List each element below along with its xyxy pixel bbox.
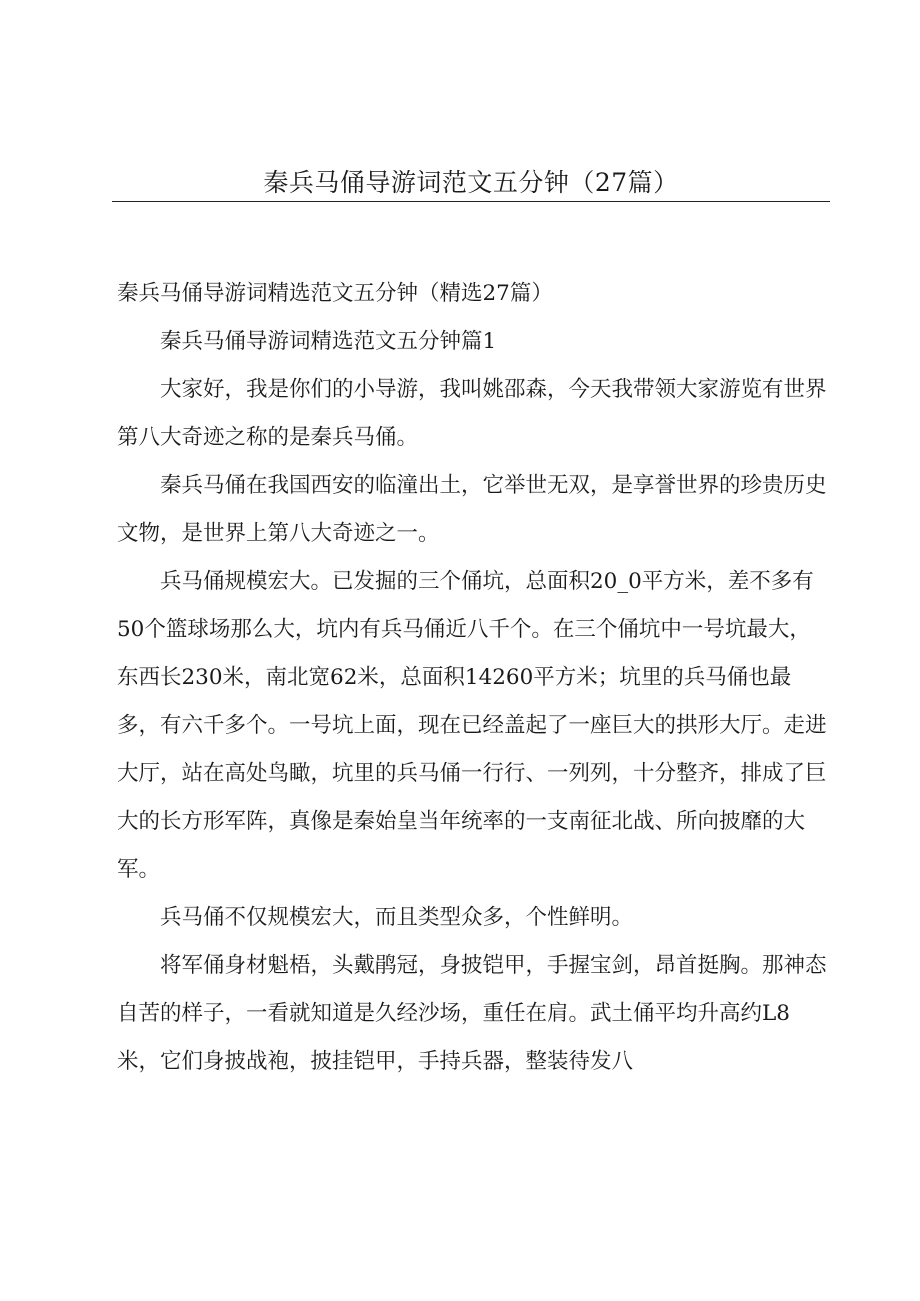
document-subtitle: 秦兵马俑导游词精选范文五分钟（精选27篇） xyxy=(117,281,553,306)
paragraph: 秦兵马俑在我国西安的临潼出土，它举世无双，是享誉世界的珍贵历史文物，是世界上第八大奇迹之一。 xyxy=(117,473,827,546)
paragraph: 大家好，我是你们的小导游，我叫姚邵森，今天我带领大家游览有世界第八大奇迹之称的是秦兵马俑。 xyxy=(117,377,827,450)
paragraph: 兵马俑不仅规模宏大，而且类型众多，个性鲜明。 xyxy=(160,905,634,930)
document-title: 秦兵马俑导游词范文五分钟（27篇） xyxy=(263,168,679,197)
paragraph: 兵马俑规模宏大。已发掘的三个俑坑，总面积20_0平方米，差不多有50个篮球场那么大，坑内有兵马俑近八千个。在三个俑坑中一号坑最大，东西长230米，南北宽62米，总面积14260平方米；坑里的兵马俑也最多，有六千多个。一号坑上面，现在已经盖起了一座巨大的拱形大厅。走进大厅，站在高处鸟瞰，坑里的兵马俑一行行、一列列，十分整齐，排成了巨大的长方形军阵，真像是秦始皇当年统率的一支南征北战、所向披靡的大军。 xyxy=(117,569,827,882)
paragraph: 将军俑身材魁梧，头戴鹃冠，身披铠甲，手握宝剑，昂首挺胸。那神态自苦的样子，一看就知道是久经沙场，重任在肩。武土俑平均升高约L8米，它们身披战袍，披挂铠甲，手持兵器，整装待发八 xyxy=(117,953,827,1074)
title-divider xyxy=(112,201,830,202)
section-heading: 秦兵马俑导游词精选范文五分钟篇1 xyxy=(160,329,497,354)
document-body xyxy=(117,270,830,1086)
